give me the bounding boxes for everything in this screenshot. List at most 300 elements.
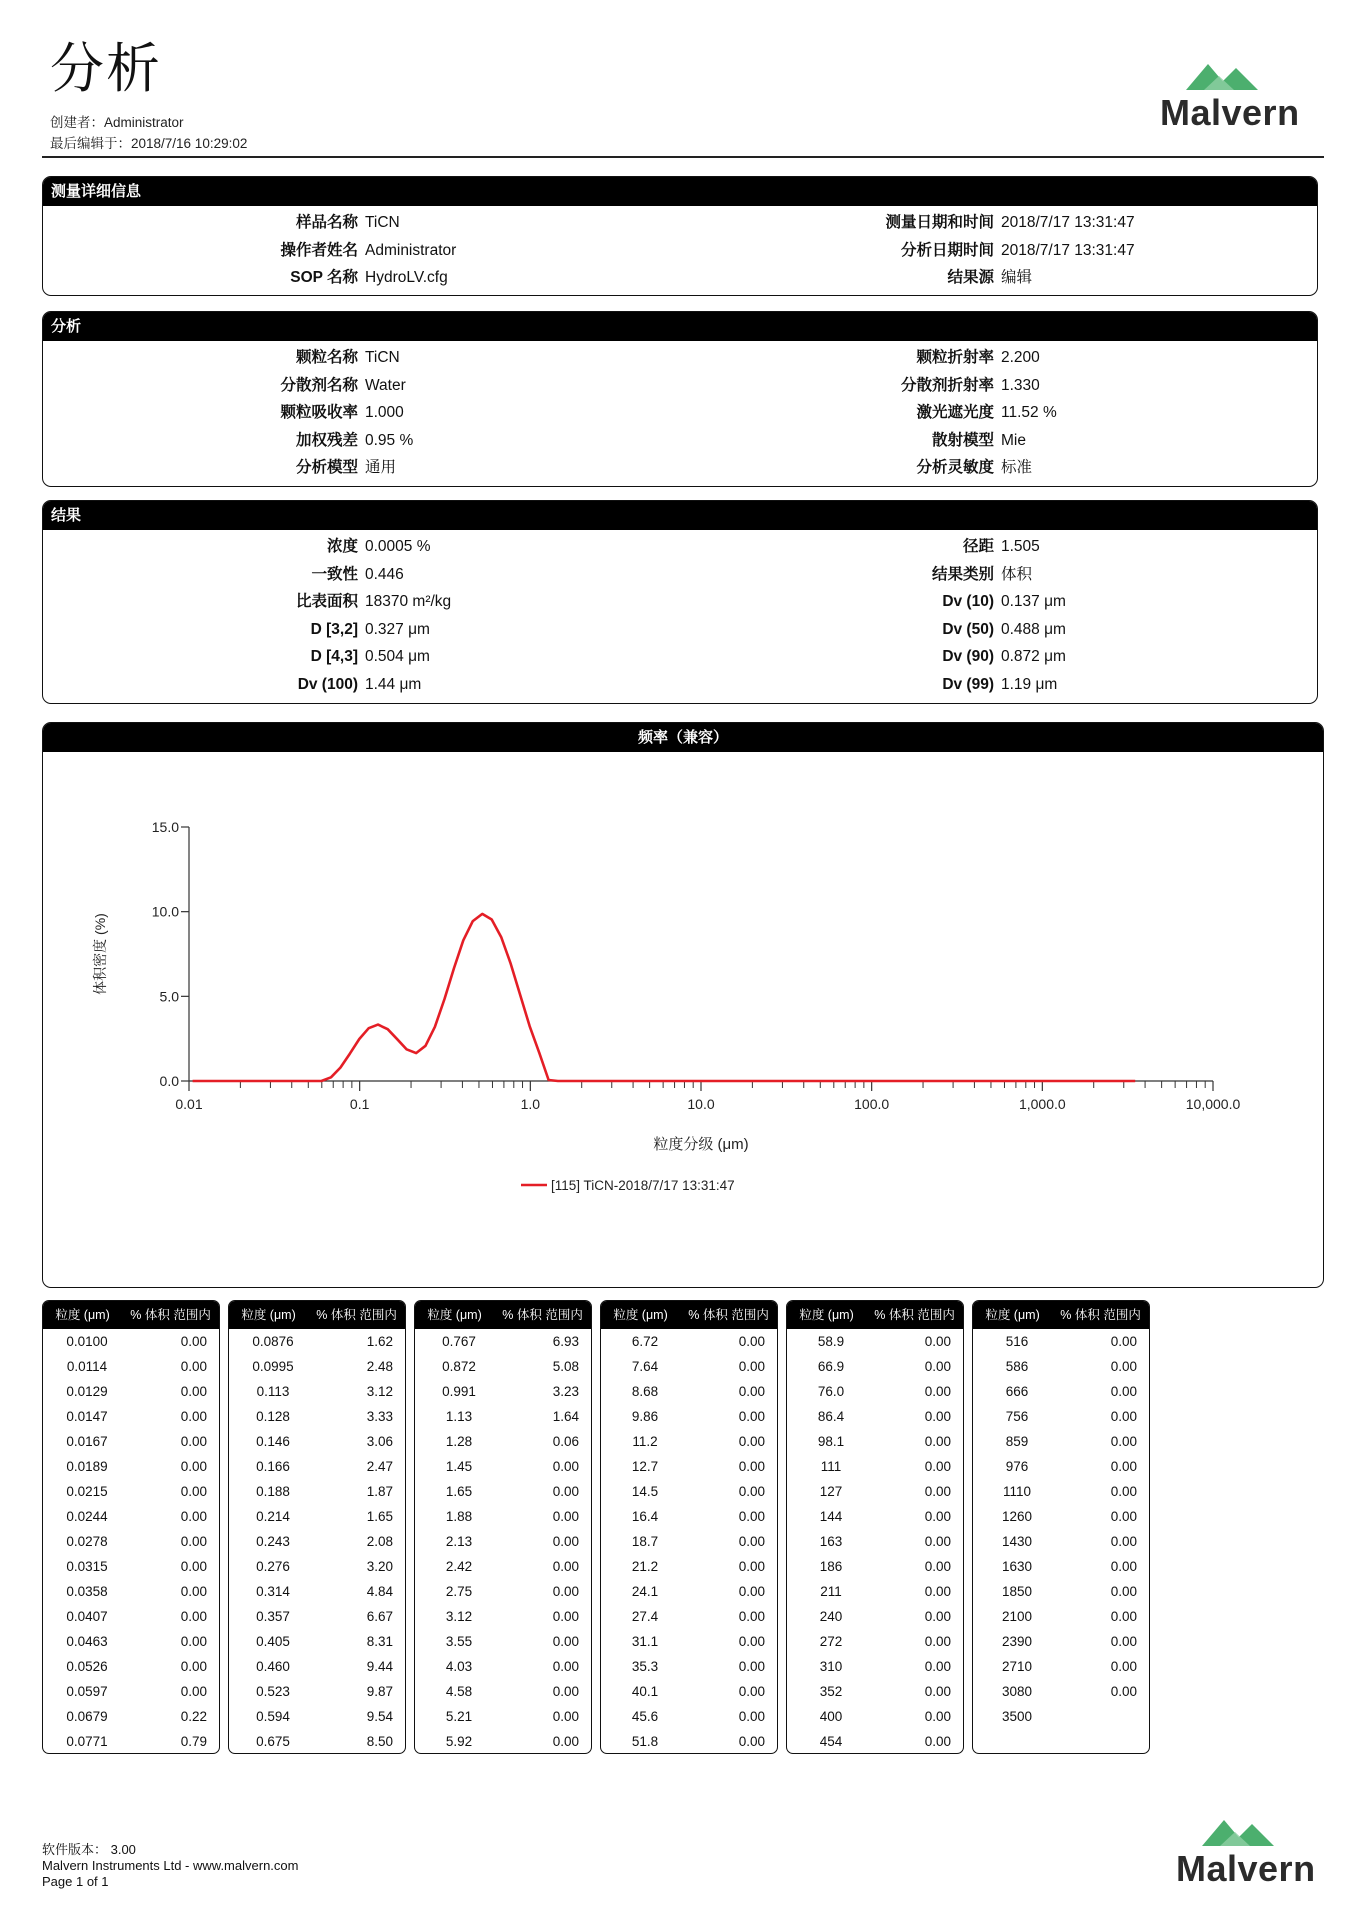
table-row bbox=[601, 1379, 777, 1404]
cell-size: 0.146 bbox=[256, 1434, 290, 1449]
cell-size: 18.7 bbox=[631, 1534, 659, 1549]
analysis-label: 分散剂折射率 bbox=[900, 376, 994, 394]
table-row bbox=[787, 1679, 963, 1704]
cell-size: 16.4 bbox=[631, 1509, 659, 1524]
table-row bbox=[973, 1379, 1149, 1404]
cell-pct: 0.00 bbox=[552, 1509, 579, 1524]
cell-pct: 3.20 bbox=[366, 1559, 393, 1574]
table-row bbox=[601, 1404, 777, 1429]
table-row bbox=[787, 1429, 963, 1454]
y-tick-label: 15.0 bbox=[151, 819, 179, 835]
analysis-value: Mie bbox=[1001, 431, 1026, 449]
cell-size: 58.9 bbox=[817, 1334, 845, 1349]
results-value: 0.488 μm bbox=[1001, 620, 1066, 638]
analysis-label: 分散剂名称 bbox=[280, 376, 358, 394]
cell-size: 98.1 bbox=[817, 1434, 845, 1449]
cell-size: 666 bbox=[1005, 1384, 1029, 1399]
cell-pct: 0.00 bbox=[552, 1559, 579, 1574]
cell-pct: 2.08 bbox=[366, 1534, 393, 1549]
cell-pct: 0.00 bbox=[738, 1684, 765, 1699]
cell-pct: 0.00 bbox=[552, 1659, 579, 1674]
cell-size: 2710 bbox=[1001, 1659, 1033, 1674]
table-row bbox=[787, 1629, 963, 1654]
table-row bbox=[973, 1529, 1149, 1554]
table-row bbox=[229, 1479, 405, 1504]
cell-size: 31.1 bbox=[631, 1634, 659, 1649]
cell-size: 76.0 bbox=[817, 1384, 845, 1399]
x-tick-label: 100.0 bbox=[854, 1096, 890, 1112]
table-row bbox=[601, 1579, 777, 1604]
analysis-label: 分析模型 bbox=[295, 459, 358, 476]
y-tick-label: 10.0 bbox=[151, 903, 179, 920]
chart-title: 频率（兼容） bbox=[43, 723, 1323, 752]
cell-size: 0.0278 bbox=[66, 1534, 108, 1549]
cell-size: 756 bbox=[1005, 1409, 1029, 1424]
cell-size: 51.8 bbox=[631, 1734, 659, 1749]
table-row bbox=[601, 1329, 777, 1354]
table-row bbox=[973, 1479, 1149, 1504]
analysis-right-row bbox=[43, 372, 1313, 399]
measurement-right-row bbox=[43, 209, 1313, 236]
malvern-logo-top bbox=[1158, 62, 1308, 134]
cell-pct: 0.00 bbox=[1110, 1334, 1137, 1349]
table-header bbox=[973, 1301, 1149, 1329]
table-row bbox=[43, 1404, 219, 1429]
cell-pct: 3.12 bbox=[366, 1384, 393, 1399]
header-pct: % 体积 范围内 bbox=[130, 1308, 211, 1322]
cell-size: 2.42 bbox=[445, 1559, 473, 1574]
cell-pct: 6.93 bbox=[552, 1334, 579, 1349]
measurement-label: 样品名称 bbox=[295, 214, 358, 231]
cell-pct: 0.00 bbox=[1110, 1434, 1137, 1449]
cell-size: 1850 bbox=[1001, 1584, 1033, 1599]
cell-pct: 0.06 bbox=[552, 1434, 579, 1449]
cell-size: 0.0463 bbox=[66, 1634, 108, 1649]
cell-pct: 0.00 bbox=[1110, 1359, 1137, 1374]
cell-size: 0.113 bbox=[256, 1384, 290, 1399]
cell-pct: 0.00 bbox=[552, 1634, 579, 1649]
cell-size: 976 bbox=[1005, 1459, 1029, 1474]
measurement-value: HydroLV.cfg bbox=[365, 269, 448, 286]
results-value: 0.872 μm bbox=[1001, 648, 1066, 665]
cell-size: 0.166 bbox=[256, 1459, 290, 1474]
results-label: 结果类别 bbox=[931, 565, 994, 583]
cell-pct: 8.31 bbox=[366, 1634, 393, 1649]
cell-size: 35.3 bbox=[631, 1659, 659, 1674]
cell-size: 0.0315 bbox=[66, 1559, 108, 1574]
cell-size: 0.0215 bbox=[66, 1484, 108, 1499]
results-section bbox=[42, 500, 1318, 704]
measurement-value: TiCN bbox=[365, 214, 400, 231]
cell-size: 0.0189 bbox=[66, 1459, 108, 1474]
cell-pct: 1.64 bbox=[552, 1409, 579, 1424]
size-table-1 bbox=[42, 1300, 220, 1754]
size-table-4 bbox=[600, 1300, 778, 1754]
cell-pct bbox=[1061, 1704, 1137, 1729]
results-label: 比表面积 bbox=[295, 593, 358, 610]
cell-size: 0.0358 bbox=[66, 1584, 108, 1599]
cell-size: 1.88 bbox=[445, 1509, 473, 1524]
results-label: 径距 bbox=[962, 538, 994, 555]
table-row bbox=[787, 1329, 963, 1354]
cell-size: 516 bbox=[1005, 1334, 1029, 1349]
cell-pct: 0.00 bbox=[738, 1634, 765, 1649]
table-row bbox=[601, 1479, 777, 1504]
cell-pct: 0.00 bbox=[180, 1434, 207, 1449]
cell-size: 586 bbox=[1005, 1359, 1029, 1374]
table-row bbox=[43, 1429, 219, 1454]
table-row bbox=[229, 1579, 405, 1604]
table-row bbox=[787, 1579, 963, 1604]
cell-pct: 0.00 bbox=[1110, 1634, 1137, 1649]
cell-pct: 0.00 bbox=[180, 1659, 207, 1674]
table-row bbox=[415, 1329, 591, 1354]
header-pct: % 体积 范围内 bbox=[1060, 1308, 1141, 1322]
cell-size: 0.0679 bbox=[66, 1709, 108, 1724]
table-row bbox=[787, 1604, 963, 1629]
table-row bbox=[415, 1404, 591, 1429]
header-size: 粒度 (μm) bbox=[241, 1308, 296, 1322]
x-tick-label: 10.0 bbox=[687, 1096, 715, 1112]
measurement-heading: 测量详细信息 bbox=[43, 177, 1317, 206]
table-row bbox=[973, 1354, 1149, 1379]
results-right-row bbox=[43, 533, 1313, 560]
header-pct: % 体积 范围内 bbox=[502, 1308, 583, 1322]
analysis-label: 颗粒名称 bbox=[295, 349, 358, 366]
cell-size: 1.65 bbox=[445, 1484, 473, 1499]
cell-size: 186 bbox=[819, 1559, 843, 1574]
table-row bbox=[787, 1404, 963, 1429]
table-row bbox=[43, 1329, 219, 1354]
cell-pct: 0.00 bbox=[738, 1384, 765, 1399]
cell-pct: 0.00 bbox=[180, 1334, 207, 1349]
table-row bbox=[601, 1354, 777, 1379]
table-row bbox=[601, 1629, 777, 1654]
cell-pct: 0.00 bbox=[924, 1584, 951, 1599]
cell-size: 21.2 bbox=[631, 1559, 659, 1574]
cell-size: 2.75 bbox=[445, 1584, 473, 1599]
table-row bbox=[229, 1554, 405, 1579]
cell-pct: 0.00 bbox=[738, 1584, 765, 1599]
cell-size: 0.0129 bbox=[66, 1384, 108, 1399]
cell-size: 24.1 bbox=[631, 1584, 659, 1599]
table-row bbox=[601, 1729, 777, 1754]
cell-size: 2.13 bbox=[445, 1534, 473, 1549]
table-row bbox=[601, 1429, 777, 1454]
table-row bbox=[415, 1554, 591, 1579]
analysis-label: 加权残差 bbox=[295, 431, 358, 449]
table-row bbox=[229, 1329, 405, 1354]
table-row bbox=[601, 1529, 777, 1554]
cell-size: 0.405 bbox=[256, 1634, 290, 1649]
results-label: Dv (10) bbox=[942, 593, 994, 610]
cell-pct: 0.00 bbox=[1110, 1584, 1137, 1599]
y-axis-title: 体积密度 (%) bbox=[92, 913, 108, 995]
cell-pct: 0.00 bbox=[552, 1609, 579, 1624]
cell-pct: 0.00 bbox=[180, 1384, 207, 1399]
cell-size: 0.0526 bbox=[66, 1659, 108, 1674]
cell-size: 310 bbox=[819, 1659, 843, 1674]
table-row bbox=[415, 1454, 591, 1479]
table-row bbox=[415, 1679, 591, 1704]
cell-pct: 0.00 bbox=[180, 1584, 207, 1599]
company-line: Malvern Instruments Ltd - www.malvern.com bbox=[42, 1858, 299, 1873]
cell-pct: 0.00 bbox=[738, 1509, 765, 1524]
cell-size: 0.872 bbox=[442, 1359, 476, 1374]
results-label: Dv (100) bbox=[297, 675, 358, 693]
cell-size: 40.1 bbox=[631, 1684, 659, 1699]
cell-pct: 2.48 bbox=[366, 1359, 393, 1374]
table-row bbox=[601, 1704, 777, 1729]
cell-size: 0.0100 bbox=[66, 1334, 108, 1349]
analysis-value: TiCN bbox=[365, 349, 400, 366]
results-value: 1.505 bbox=[1001, 538, 1040, 555]
table-row bbox=[415, 1654, 591, 1679]
last-edited: 最后编辑于：2018/7/16 10:29:02 bbox=[50, 136, 248, 151]
measurement-right-row bbox=[43, 237, 1313, 264]
results-value: 0.504 μm bbox=[365, 648, 430, 665]
table-row bbox=[43, 1454, 219, 1479]
cell-pct: 0.00 bbox=[552, 1484, 579, 1499]
table-row bbox=[787, 1454, 963, 1479]
table-row bbox=[973, 1504, 1149, 1529]
cell-pct: 0.00 bbox=[552, 1709, 579, 1724]
analysis-value: 1.330 bbox=[1001, 376, 1040, 394]
cell-size: 8.68 bbox=[631, 1384, 659, 1399]
results-right-row bbox=[43, 616, 1313, 643]
analysis-label: 颗粒折射率 bbox=[916, 349, 994, 366]
table-row bbox=[43, 1504, 219, 1529]
measurement-section bbox=[42, 176, 1318, 296]
cell-pct: 3.33 bbox=[366, 1409, 393, 1424]
cell-size: 1260 bbox=[1001, 1509, 1033, 1524]
cell-pct: 0.00 bbox=[924, 1484, 951, 1499]
analysis-label: 分析灵敏度 bbox=[916, 459, 994, 476]
cell-pct: 5.08 bbox=[552, 1359, 579, 1374]
cell-size: 0.0876 bbox=[252, 1334, 294, 1349]
cell-pct: 3.06 bbox=[366, 1434, 393, 1449]
cell-pct: 0.00 bbox=[738, 1734, 765, 1749]
cell-pct: 0.00 bbox=[552, 1584, 579, 1599]
analysis-right-row bbox=[43, 399, 1313, 426]
table-row bbox=[973, 1329, 1149, 1354]
cell-pct: 0.00 bbox=[180, 1684, 207, 1699]
header-size: 粒度 (μm) bbox=[799, 1308, 854, 1322]
analysis-label: 散射模型 bbox=[931, 431, 994, 449]
results-value: 1.19 μm bbox=[1001, 675, 1058, 693]
measurement-right-row bbox=[43, 264, 1313, 291]
table-row bbox=[415, 1629, 591, 1654]
x-tick-label: 1,000.0 bbox=[1018, 1096, 1066, 1112]
size-table-5 bbox=[786, 1300, 964, 1754]
results-right-row bbox=[43, 588, 1313, 615]
analysis-value: Water bbox=[365, 376, 406, 394]
results-right-row bbox=[43, 561, 1313, 588]
table-row bbox=[787, 1554, 963, 1579]
cell-size: 9.86 bbox=[631, 1409, 659, 1424]
cell-size: 0.991 bbox=[442, 1384, 476, 1399]
results-label: 一致性 bbox=[311, 565, 358, 583]
cell-pct: 0.00 bbox=[180, 1534, 207, 1549]
cell-pct: 0.00 bbox=[924, 1559, 951, 1574]
cell-pct: 0.00 bbox=[1110, 1609, 1137, 1624]
table-row bbox=[43, 1604, 219, 1629]
cell-pct: 9.87 bbox=[366, 1684, 393, 1699]
cell-pct: 0.00 bbox=[738, 1409, 765, 1424]
cell-size: 1110 bbox=[1002, 1484, 1032, 1499]
size-table-6 bbox=[972, 1300, 1150, 1754]
header-pct: % 体积 范围内 bbox=[316, 1308, 397, 1322]
cell-pct: 0.00 bbox=[924, 1384, 951, 1399]
table-row bbox=[43, 1479, 219, 1504]
cell-size: 5.21 bbox=[445, 1709, 473, 1724]
cell-size: 0.767 bbox=[442, 1334, 476, 1349]
results-value: 0.137 μm bbox=[1001, 593, 1066, 610]
cell-size: 163 bbox=[819, 1534, 843, 1549]
table-row bbox=[973, 1579, 1149, 1604]
cell-pct: 0.00 bbox=[180, 1484, 207, 1499]
table-row bbox=[229, 1529, 405, 1554]
table-row bbox=[787, 1729, 963, 1754]
table-row bbox=[43, 1379, 219, 1404]
table-row bbox=[601, 1504, 777, 1529]
table-row bbox=[601, 1604, 777, 1629]
measurement-label: 结果源 bbox=[947, 269, 994, 286]
analysis-value: 0.95 % bbox=[365, 431, 414, 449]
cell-pct: 4.84 bbox=[366, 1584, 393, 1599]
cell-pct: 0.00 bbox=[738, 1559, 765, 1574]
cell-size: 2390 bbox=[1001, 1634, 1033, 1649]
table-row bbox=[973, 1704, 1149, 1729]
cell-pct: 0.00 bbox=[924, 1634, 951, 1649]
cell-size: 352 bbox=[819, 1684, 843, 1699]
table-row bbox=[43, 1704, 219, 1729]
cell-pct: 0.00 bbox=[924, 1409, 951, 1424]
cell-pct: 0.00 bbox=[924, 1459, 951, 1474]
table-row bbox=[229, 1504, 405, 1529]
cell-size: 1.13 bbox=[445, 1409, 473, 1424]
measurement-label: 分析日期时间 bbox=[900, 241, 994, 259]
cell-pct: 6.67 bbox=[366, 1609, 393, 1624]
cell-pct: 0.00 bbox=[180, 1509, 207, 1524]
results-label: D [3,2] bbox=[310, 620, 358, 638]
cell-size: 45.6 bbox=[631, 1709, 659, 1724]
malvern-logo-bottom bbox=[1174, 1818, 1324, 1890]
cell-pct: 0.00 bbox=[180, 1359, 207, 1374]
measurement-label: 测量日期和时间 bbox=[885, 214, 994, 231]
cell-pct: 0.00 bbox=[924, 1734, 951, 1749]
results-heading: 结果 bbox=[43, 501, 1317, 530]
cell-pct: 0.00 bbox=[552, 1734, 579, 1749]
page-number: Page 1 of 1 bbox=[42, 1874, 109, 1889]
x-tick-label: 0.1 bbox=[349, 1096, 370, 1112]
table-row bbox=[973, 1604, 1149, 1629]
analysis-section bbox=[42, 311, 1318, 487]
results-value: 18370 m²/kg bbox=[365, 593, 452, 610]
cell-pct: 0.00 bbox=[1110, 1384, 1137, 1399]
table-row bbox=[415, 1479, 591, 1504]
table-row bbox=[229, 1354, 405, 1379]
cell-size: 11.2 bbox=[632, 1434, 658, 1449]
cell-pct: 0.00 bbox=[738, 1709, 765, 1724]
cell-size: 0.523 bbox=[256, 1684, 290, 1699]
table-row bbox=[601, 1454, 777, 1479]
measurement-value: Administrator bbox=[365, 241, 457, 259]
cell-size: 211 bbox=[820, 1584, 842, 1599]
cell-pct: 9.54 bbox=[366, 1709, 393, 1724]
cell-pct: 0.00 bbox=[180, 1559, 207, 1574]
cell-pct: 0.00 bbox=[924, 1434, 951, 1449]
table-row bbox=[415, 1604, 591, 1629]
page-title: 分析 bbox=[50, 39, 162, 99]
table-row bbox=[415, 1354, 591, 1379]
cell-size: 3080 bbox=[1001, 1684, 1033, 1699]
cell-pct: 0.00 bbox=[738, 1334, 765, 1349]
cell-size: 6.72 bbox=[631, 1334, 659, 1349]
cell-size: 144 bbox=[819, 1509, 843, 1524]
table-header bbox=[229, 1301, 405, 1329]
cell-size: 3500 bbox=[1001, 1709, 1033, 1724]
cell-pct: 0.00 bbox=[552, 1534, 579, 1549]
cell-size: 0.0167 bbox=[66, 1434, 108, 1449]
analysis-value: 标准 bbox=[1001, 459, 1033, 476]
results-label: Dv (50) bbox=[942, 620, 994, 638]
created-by: 创建者：Administrator bbox=[50, 115, 184, 130]
results-value: 1.44 μm bbox=[365, 675, 422, 693]
cell-size: 0.214 bbox=[256, 1509, 290, 1524]
table-row bbox=[43, 1554, 219, 1579]
cell-size: 4.03 bbox=[445, 1659, 473, 1674]
analysis-value: 2.200 bbox=[1001, 349, 1040, 366]
cell-pct: 8.50 bbox=[366, 1734, 393, 1749]
table-row bbox=[43, 1579, 219, 1604]
cell-pct: 0.00 bbox=[738, 1359, 765, 1374]
analysis-right-row bbox=[43, 344, 1313, 371]
cell-pct: 0.00 bbox=[924, 1359, 951, 1374]
cell-size: 0.314 bbox=[256, 1584, 290, 1599]
cell-pct: 9.44 bbox=[366, 1659, 393, 1674]
cell-size: 12.7 bbox=[631, 1459, 659, 1474]
table-row bbox=[415, 1529, 591, 1554]
table-header bbox=[415, 1301, 591, 1329]
cell-pct: 2.47 bbox=[366, 1459, 393, 1474]
cell-pct: 0.00 bbox=[924, 1509, 951, 1524]
cell-size: 1.28 bbox=[445, 1434, 473, 1449]
results-label: Dv (99) bbox=[942, 675, 994, 693]
table-row bbox=[415, 1429, 591, 1454]
x-tick-label: 10,000.0 bbox=[1185, 1096, 1241, 1112]
cell-pct: 0.00 bbox=[738, 1434, 765, 1449]
header-pct: % 体积 范围内 bbox=[688, 1308, 769, 1322]
measurement-value: 2018/7/17 13:31:47 bbox=[1001, 214, 1135, 231]
table-row bbox=[973, 1554, 1149, 1579]
frequency-chart bbox=[43, 752, 1324, 1288]
table-row bbox=[229, 1704, 405, 1729]
cell-size: 27.4 bbox=[631, 1609, 659, 1624]
results-label: 浓度 bbox=[326, 538, 358, 555]
cell-pct: 0.00 bbox=[738, 1459, 765, 1474]
table-row bbox=[43, 1729, 219, 1754]
table-row bbox=[787, 1704, 963, 1729]
results-label: Dv (90) bbox=[942, 648, 994, 665]
header-size: 粒度 (μm) bbox=[613, 1308, 668, 1322]
cell-size: 5.92 bbox=[445, 1734, 473, 1749]
cell-size: 14.5 bbox=[631, 1484, 659, 1499]
table-row bbox=[973, 1454, 1149, 1479]
cell-size: 240 bbox=[819, 1609, 843, 1624]
results-value: 体积 bbox=[1001, 565, 1033, 583]
header-size: 粒度 (μm) bbox=[427, 1308, 482, 1322]
